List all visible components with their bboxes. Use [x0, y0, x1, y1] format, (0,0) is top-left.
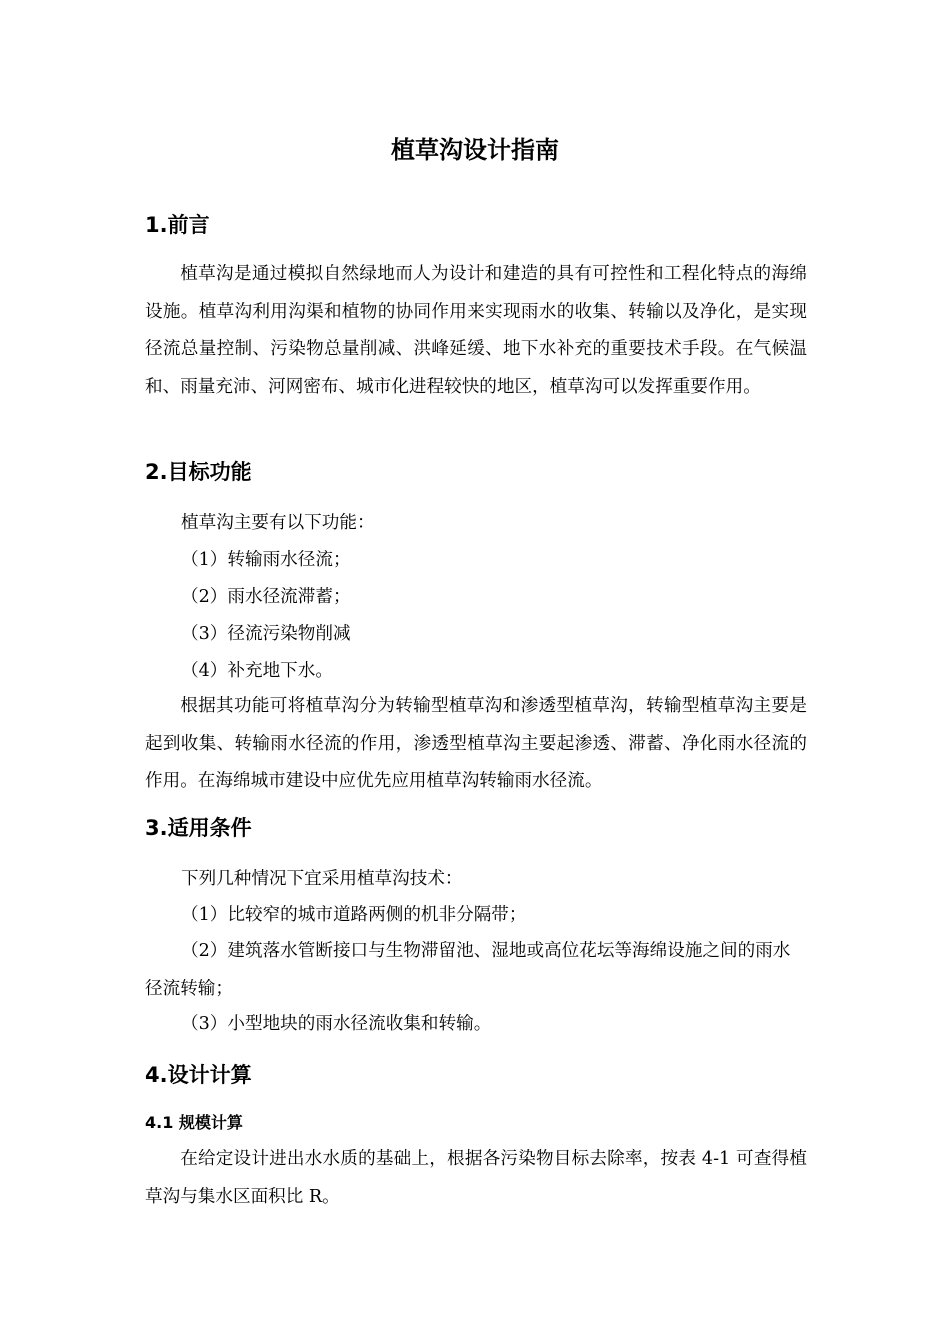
- list-item: （1）转输雨水径流；: [181, 550, 351, 570]
- list-item: （2）雨水径流滞蓄；: [181, 587, 351, 607]
- section-paragraph: 在给定设计进出水水质的基础上，根据各污染物目标去除率，按表 4-1 可查得植草沟与集水区面积比 R。: [145, 1149, 807, 1207]
- list-item: （3）径流污染物削减: [181, 624, 351, 644]
- page-title: 植草沟设计指南: [391, 136, 559, 164]
- section-intro: 植草沟主要有以下功能：: [181, 513, 375, 533]
- list-item: （4）补充地下水。: [181, 661, 333, 681]
- list-item: （1）比较窄的城市道路两侧的机非分隔带；: [181, 905, 527, 925]
- section-intro: 下列几种情况下宜采用植草沟技术：: [181, 869, 463, 889]
- section-heading-target-functions: 2.目标功能: [145, 460, 252, 484]
- section-paragraph: 根据其功能可将植草沟分为转输型植草沟和渗透型植草沟，转输型植草沟主要是起到收集、转输雨水径流的作用，渗透型植草沟主要起渗透、滞蓄、净化雨水径流的作用。在海绵城市建设中应优先应用植草沟转输雨水径流。: [145, 696, 807, 791]
- section-paragraph: 植草沟是通过模拟自然绿地而人为设计和建造的具有可控性和工程化特点的海绵设施。植草沟利用沟渠和植物的协同作用来实现雨水的收集、转输以及净化，是实现径流总量控制、污染物总量削减、洪峰延缓、地下水补充的重要技术手段。在气候温和、雨量充沛、河网密布、城市化进程较快的地区，植草沟可以发挥重要作用。: [145, 264, 807, 397]
- list-item: （2）建筑落水管断接口与生物滞留池、湿地或高位花坛等海绵设施之间的雨水径流转输；: [145, 941, 791, 999]
- section-heading-applicable-conditions: 3.适用条件: [145, 816, 252, 840]
- list-item: （3）小型地块的雨水径流收集和转输。: [181, 1014, 492, 1034]
- section-heading-design-calculation: 4.设计计算: [145, 1063, 252, 1087]
- section-heading-foreword: 1.前言: [145, 213, 210, 237]
- subsection-heading-scale-calculation: 4.1 规模计算: [145, 1113, 243, 1132]
